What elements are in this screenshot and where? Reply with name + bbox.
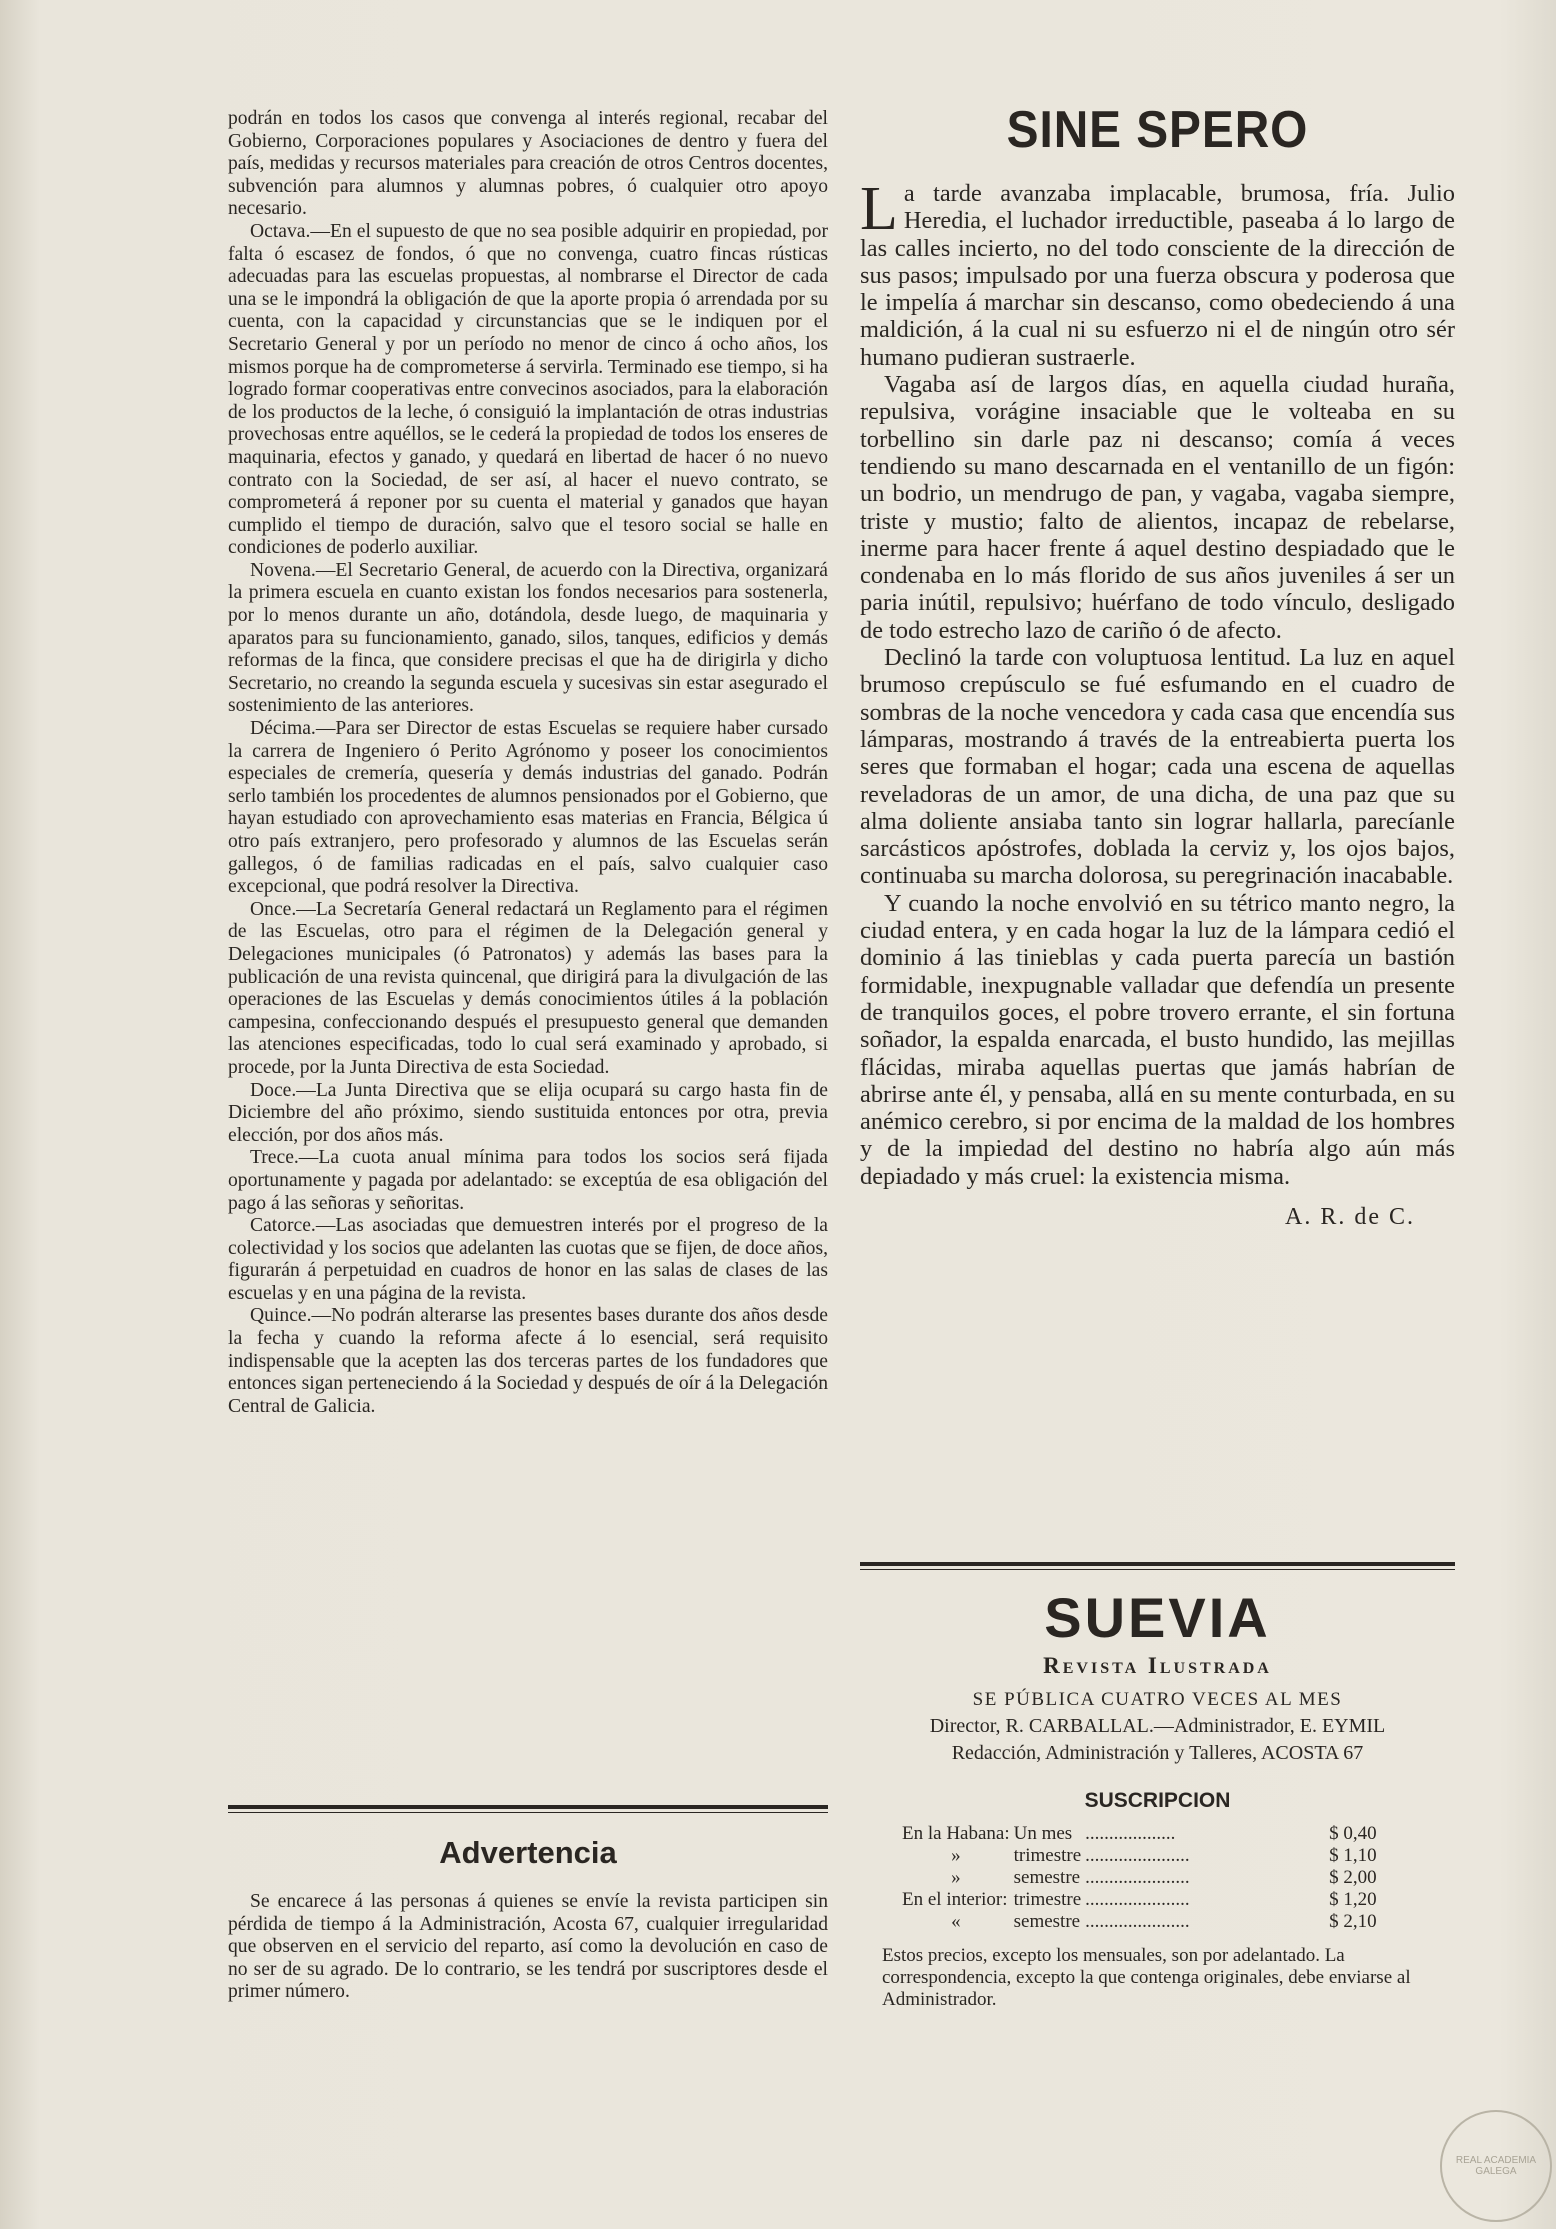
- price-row: [900, 1823, 1379, 1845]
- left-paragraph: Décima.—Para ser Director de estas Escuelas se requiere haber cursado la carrera de Ingeniero ó Perito Agrónomo y poseer los conocimientos especiales de cremería, quesería y demás industrias del ganado. Podrán serlo también los procedentes de alumnos pensionados por el Gobierno, que hayan estudiado con aprovechamiento esas materias en Francia, Bélgica ú otro país extranjero, pero profesorado y alumnos de las Escuelas serán gallegos, ó de familias radicadas en el país, salvo cualquier caso excepcional, que podrá resolver la Directiva.: [228, 718, 828, 898]
- section-divider: [860, 1562, 1455, 1570]
- prices-note: Estos precios, excepto los mensuales, son por adelantado. La correspondencia, excepto la que contenga originales, debe enviarse al Administrador.: [882, 1945, 1411, 2010]
- left-paragraph: Trece.—La cuota anual mínima para todos los socios será fijada oportunamente y pagada por adelantado: se exceptúa de esa obligación del pago á las señoras y señoritas.: [228, 1147, 828, 1214]
- price-dots: ......................: [1085, 1911, 1190, 1932]
- section-divider: [228, 1805, 828, 1813]
- left-paragraph: Catorce.—Las asociadas que demuestren interés por el progreso de la colectividad y los socios que adelanten las cuotas que se fijen, de doce años, figurarán á perpetuidad en cuadros de honor en las salas de clases de las escuelas y en una página de la revista.: [228, 1215, 828, 1304]
- story-body: [860, 175, 1455, 1190]
- story-paragraph: [860, 175, 1455, 371]
- price-row: [900, 1911, 1379, 1933]
- price-period: trimestre: [1013, 1889, 1082, 1910]
- left-paragraph: Novena.—El Secretario General, de acuerdo con la Directiva, organizará la primera escuela en cuanto existan los fondos necesarios para sostenerla, por lo menos durante un año, dotándola, desde luego, de maquinaria y aparatos para su funcionamiento, ganado, silos, tanques, edificios y demás reformas de la finca, que considere precisas el que ha de dirigirla y dicho Secretario, no creando la segunda escuela y sucesivas sin estar asegurado el sostenimiento de las anteriores.: [228, 559, 828, 717]
- left-paragraph: Octava.—En el supuesto de que no sea posible adquirir en propiedad, por falta ó escasez de fondos, ó que no convenga, cuatro fincas rústicas adecuadas para las escuelas propuestas, al nombrarse el Director de cada una se le impondrá la obligación de que la aporte propia ó arrendada por su cuenta, con la capacidad y circunstancias que se le indiquen por el Secretario General y por un período no menor de cinco á ocho años, los mismos porque ha de comprometerse á servirla. Terminado ese tiempo, si ha logrado formar cooperativas entre convecinos asociados, para la elaboración de los productos de la leche, ó consiguió la implantación de otras industrias provechosas entre aquéllos, se le cederá la propiedad de todos los enseres de maquinaria, efectos y ganado, y quedará en libertad de hacer ó no nuevo contrato con la Sociedad, de ser así, al hacer el nuevo contrato, se comprometerá á reponer por su cuenta el material y ganados que hayan cumplido el tiempo de duración, salvo que el tesoro social se halle en condiciones de poderlo auxiliar.: [228, 220, 828, 559]
- suevia-subtitle: Revista Ilustrada: [1043, 1653, 1272, 1678]
- price-row: [900, 1845, 1379, 1867]
- story-paragraph: Vagaba así de largos días, en aquella ciudad huraña, repulsiva, vorágine insaciable que le volteaba en su torbellino sin darle paz ni descanso; comía á veces tendiendo su mano descarnada en el ventanillo de un figón: un bodrio, un mendrugo de pan, y vagaba, vagaba siempre, triste y mustio; falto de alientos, incapaz de rebelarse, inerme para hacer frente á aquel destino despiadado que le condenaba en lo más florido de sus años juveniles á ser un paria inútil, repulsivo; huérfano de todo vínculo, desligado de todo estrecho lazo de cariño ó de afecto.: [860, 371, 1455, 644]
- price-dots: ......................: [1085, 1845, 1190, 1866]
- story-title: SINE SPERO: [1006, 101, 1309, 159]
- price-period: semestre: [1013, 1911, 1081, 1932]
- academy-seal-icon: [1440, 2110, 1552, 2222]
- price-row: [900, 1867, 1379, 1889]
- subscription-title: SUSCRIPCION: [1084, 1789, 1231, 1812]
- price-place: En la Habana:: [902, 1823, 1010, 1844]
- price-place: «: [951, 1911, 961, 1932]
- suevia-masthead: [860, 1585, 1455, 2011]
- price-place: En el interior:: [902, 1889, 1008, 1910]
- left-paragraph: podrán en todos los casos que convenga al interés regional, recabar del Gobierno, Corporaciones populares y Asociaciones de dentro y fuera del país, medidas y recursos materiales para creación de otros Centros docentes, subvención para alumnos y alumnas pobres, ó cualquier otro apoyo necesario.: [228, 108, 828, 220]
- seal-text: REAL ACADEMIA GALEGA: [1455, 2155, 1537, 2177]
- price-period: Un mes: [1013, 1823, 1073, 1844]
- author-signature: A. R. de C.: [1285, 1203, 1415, 1230]
- price-value: $ 1,10: [1329, 1845, 1377, 1866]
- publication-frequency: SE PÚBLICA CUATRO VECES AL MES: [972, 1689, 1343, 1710]
- suevia-title: SUEVIA: [1044, 1586, 1271, 1649]
- price-place: »: [951, 1845, 961, 1866]
- price-period: semestre: [1013, 1867, 1081, 1888]
- left-paragraph: Doce.—La Junta Directiva que se elija ocupará su cargo hasta fin de Diciembre del año próximo, siendo sustituida entonces por otra, previa elección, por dos años más.: [228, 1079, 828, 1146]
- price-row: [900, 1889, 1379, 1911]
- left-paragraph: Quince.—No podrán alterarse las presentes bases durante dos años desde la fecha y cuando la reforma afecte á lo esencial, será requisito indispensable que la acepten las dos terceras partes de los fundadores que entonces sigan perteneciendo á la Sociedad y después de oír á la Delegación Central de Galicia.: [228, 1305, 828, 1417]
- price-period: trimestre: [1013, 1845, 1082, 1866]
- price-table: [900, 1823, 1379, 1933]
- staff-line: Director, R. CARBALLAL.—Administrador, E. EYMIL: [929, 1715, 1386, 1737]
- price-place: »: [951, 1867, 961, 1888]
- advertencia-section: [228, 1835, 828, 2004]
- left-paragraph: Once.—La Secretaría General redactará un Reglamento para el régimen de las Escuelas, otro para el régimen de la Delegación general y Delegaciones municipales (ó Patronatos) y además las bases para la publicación de una revista quincenal, que dirigirá para la divulgación de las operaciones de las Escuelas y demás conocimientos útiles á la población campesina, confeccionando después el presupuesto general que demanden las atenciones especificadas, todo lo cual será examinado y aprobado, si procede, por la Junta Directiva de esta Sociedad.: [228, 898, 828, 1078]
- left-column: [228, 108, 828, 1418]
- drop-cap: L: [860, 175, 898, 243]
- address-line: Redacción, Administración y Talleres, ACOSTA 67: [951, 1742, 1364, 1764]
- story-paragraph-text: a tarde avanzaba implacable, brumosa, fría. Julio Heredia, el luchador irreductible, paseaba á lo largo de las calles incierto, no del todo consciente de la dirección de sus pasos; impulsado por una fuerza obscura y poderosa que le impelía á marchar sin descanso, como obedeciendo á una maldición, á la cual ni su esfuerzo ni el de ningún otro sér humano pudieran sustraerle.: [860, 180, 1455, 371]
- price-value: $ 1,20: [1329, 1889, 1377, 1910]
- price-value: $ 0,40: [1329, 1823, 1377, 1844]
- price-dots: ...................: [1085, 1823, 1176, 1844]
- price-dots: ......................: [1085, 1867, 1190, 1888]
- advertencia-title: Advertencia: [439, 1835, 617, 1870]
- price-value: $ 2,10: [1329, 1911, 1377, 1932]
- story-paragraph: Y cuando la noche envolvió en su tétrico manto negro, la ciudad entera, y en cada hogar la luz de la lámpara cedió el dominio á las tinieblas y cada puerta parecía un bastión formidable, inexpugnable valladar que defendía un presente de tranquilos goces, el pobre trovero errante, el sin fortuna soñador, la espalda enarcada, el busto hundido, las mejillas flácidas, miraba aquellas puertas que jamás habrían de abrirse ante él, y pensaba, allá en su mente conturbada, en su anémico cerebro, si por encima de la maldad de los hombres y de la impiedad del destino no habría algo aún más depiadado y más cruel: la existencia misma.: [860, 889, 1455, 1190]
- advertencia-text: Se encarece á las personas á quienes se envíe la revista participen sin pérdida de tiempo á la Administración, Acosta 67, cualquier irregularidad que observen en el servicio del reparto, así como la devolución en caso de no ser de su agrado. De lo contrario, se les tendrá por suscriptores desde el primer número.: [228, 1891, 828, 2003]
- right-column: [860, 100, 1455, 1231]
- story-paragraph: Declinó la tarde con voluptuosa lentitud. La luz en aquel brumoso crepúsculo se fué esfumando en el cuadro de sombras de la noche vencedora y cada casa que encendía sus lámparas, mostrando á través de la entreabierta puerta los seres que formaban el hogar; cada una escena de aquellas reveladoras de un amor, de una dicha, de una paz que su alma doliente ansiaba tanto sin lograr hallarla, parecíanle sarcásticos apóstrofes, doblada la cerviz y, los ojos bajos, continuaba su marcha dolorosa, su peregrinación inacabable.: [860, 644, 1455, 890]
- price-value: $ 2,00: [1329, 1867, 1377, 1888]
- price-dots: ......................: [1085, 1889, 1190, 1910]
